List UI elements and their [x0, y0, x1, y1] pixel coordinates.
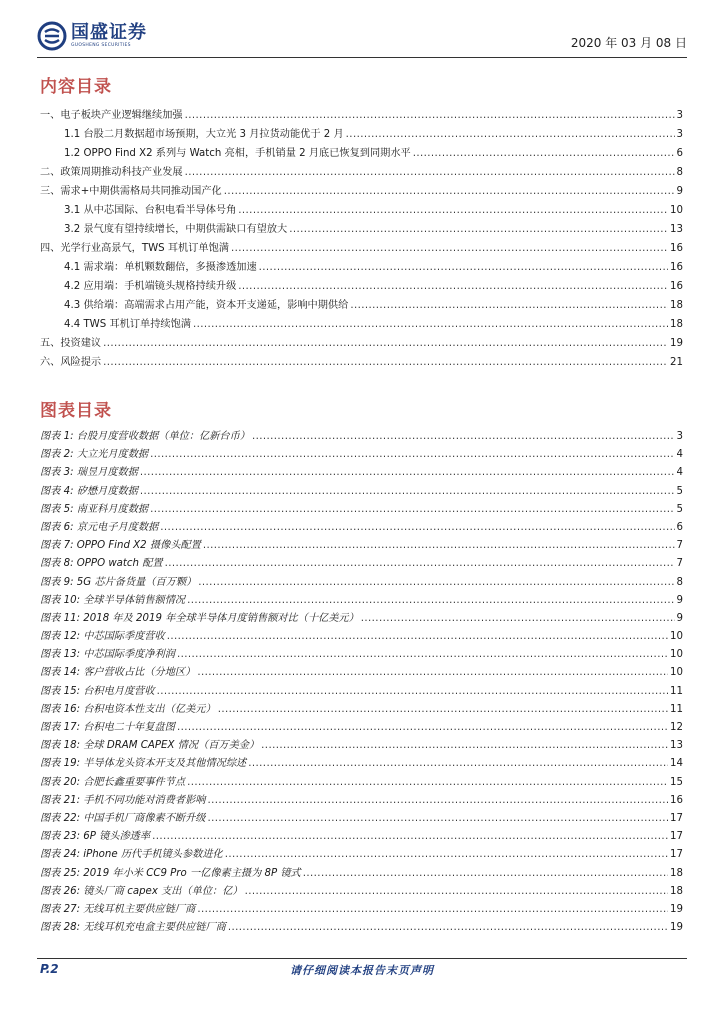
- figure-entry-text: 图表 23: 6P 镜头渗透率: [40, 831, 151, 843]
- figure-entry-text: 图表 17: 台积电二十年复盘图: [40, 722, 175, 733]
- toc-entry-page: 6: [676, 148, 683, 159]
- figure-entry-page: 5: [676, 503, 683, 515]
- toc-entry-page: 18: [670, 319, 683, 330]
- dot-leader: [238, 205, 668, 216]
- figure-entry-text: 图表 15: 台积电月度营收: [40, 685, 155, 697]
- figure-entry-page: 8: [676, 576, 683, 588]
- dot-leader: [157, 686, 668, 697]
- figure-entry-page: 12: [670, 722, 683, 733]
- toc-entry-text: 1.2 OPPO Find X2 系列与 Watch 亮相，手机销量 2 月底已恢复到同期水平: [64, 148, 411, 159]
- toc-entry[interactable]: [40, 220, 683, 239]
- dot-leader: [152, 831, 668, 842]
- footer-disclaimer: 请仔细阅读本报告末页声明: [290, 964, 434, 977]
- dot-leader: [177, 722, 668, 733]
- figure-entry[interactable]: [40, 900, 683, 918]
- figure-entry-text: 图表 4: 矽懋月度数据: [40, 485, 138, 497]
- figure-entry-text: 图表 1: 台股月度营收数据（单位：亿新台币）: [40, 431, 250, 442]
- dot-leader: [218, 704, 668, 715]
- figure-entry-text: 图表 24: iPhone 历代手机镜头参数进化: [40, 849, 223, 861]
- dot-leader: [413, 148, 675, 159]
- dot-leader: [303, 868, 668, 879]
- figure-entry[interactable]: [40, 700, 683, 718]
- toc-entry[interactable]: [40, 182, 683, 201]
- figure-entry-text: 图表 26: 镜头厂商 capex 支出（单位：亿）: [40, 885, 243, 897]
- figure-entry-text: 图表 19: 半导体龙头资本开支及其他情况综述: [40, 758, 247, 770]
- figure-entry-page: 6: [676, 521, 683, 533]
- report-date: 2020 年 03 月 08 日: [570, 36, 687, 50]
- figure-entry-page: 19: [670, 922, 683, 934]
- figure-entry[interactable]: [40, 918, 683, 936]
- dot-leader: [289, 224, 668, 235]
- figure-entry[interactable]: [40, 427, 683, 445]
- figure-entry-text: 图表 11: 2018 年及 2019 年全球半导体月度销售额对比（十亿美元）: [40, 612, 359, 624]
- toc-entry-page: 8: [676, 167, 683, 178]
- brand-logo: [37, 20, 147, 52]
- toc-entry-text: 三、需求+中期供需格局共同推动国产化: [40, 186, 222, 197]
- page-number: P.2: [40, 962, 59, 976]
- toc-entry-page: 21: [670, 357, 683, 368]
- figure-entry-page: 11: [670, 703, 683, 715]
- figure-entry-page: 3: [676, 431, 683, 442]
- figure-entry-page: 18: [670, 867, 683, 879]
- figure-entry[interactable]: [40, 554, 683, 572]
- figure-entry-text: 图表 27: 无线耳机主要供应链厂商: [40, 903, 196, 915]
- figure-entry-text: 图表 14: 客户营收占比（分地区）: [40, 667, 196, 679]
- figure-entry-page: 4: [676, 449, 683, 461]
- figure-entry[interactable]: [40, 864, 683, 882]
- figure-entry-page: 17: [670, 849, 683, 861]
- figure-entry-page: 9: [676, 612, 683, 624]
- dot-leader: [187, 595, 674, 606]
- dot-leader: [197, 904, 668, 915]
- dot-leader: [208, 813, 669, 824]
- figure-entry[interactable]: [40, 445, 683, 463]
- figure-entry[interactable]: [40, 591, 683, 609]
- toc-entry-text: 二、政策周期推动科技产业发展: [40, 167, 183, 178]
- toc-entry[interactable]: [40, 239, 683, 258]
- dot-leader: [252, 431, 675, 442]
- dot-leader: [361, 613, 675, 624]
- figure-entry-page: 17: [670, 812, 683, 824]
- brand-name: 国盛证券: [71, 22, 147, 43]
- dot-leader: [177, 649, 668, 660]
- dot-leader: [150, 504, 674, 515]
- figure-entry[interactable]: [40, 882, 683, 900]
- figure-entry-text: 图表 10: 全球半导体销售额情况: [40, 594, 186, 606]
- toc-entry-text: 一、电子板块产业逻辑继续加强: [40, 110, 183, 121]
- figure-entry-page: 9: [676, 594, 683, 606]
- toc-entry-text: 五、投资建议: [40, 338, 102, 349]
- toc-title: 内容目录: [40, 77, 112, 97]
- figure-entry-page: 7: [676, 558, 683, 570]
- figure-entry-page: 17: [670, 831, 683, 843]
- toc-entry-text: 4.4 TWS 耳机订单持续饱满: [64, 319, 191, 330]
- figure-entry[interactable]: [40, 736, 683, 754]
- toc-entry-page: 3: [676, 110, 683, 121]
- figure-entry-page: 18: [670, 885, 683, 897]
- dot-leader: [224, 186, 675, 197]
- figure-entry[interactable]: [40, 809, 683, 827]
- figure-entry-text: 图表 21: 手机不同功能对消费者影响: [40, 794, 206, 806]
- toc-entry-page: 9: [676, 186, 683, 197]
- figure-entry-page: 10: [670, 667, 683, 679]
- dot-leader: [231, 243, 668, 254]
- figure-entry-text: 图表 9: 5G 芯片备货量（百万颗）: [40, 576, 197, 588]
- dot-leader: [150, 449, 674, 460]
- figure-entry-text: 图表 2: 大立光月度数据: [40, 449, 149, 461]
- figure-entry-page: 5: [676, 485, 683, 497]
- figure-entry[interactable]: [40, 663, 683, 681]
- figure-entry-text: 图表 5: 南亚科月度数据: [40, 503, 149, 515]
- figure-entry[interactable]: [40, 627, 683, 645]
- toc-entry-text: 1.1 台股二月数据超市场预期，大立光 3 月拉货动能优于 2 月: [64, 129, 344, 140]
- toc-entry-text: 六、风险提示: [40, 357, 102, 368]
- toc-entry[interactable]: [40, 201, 683, 220]
- figure-entry-text: 图表 16: 台积电资本性支出（亿美元）: [40, 703, 216, 715]
- dot-leader: [103, 357, 668, 368]
- figure-entry[interactable]: [40, 573, 683, 591]
- figures-title: 图表目录: [40, 401, 112, 421]
- figure-entry-page: 11: [670, 685, 683, 697]
- footer-divider: [37, 958, 687, 959]
- dot-leader: [140, 486, 675, 497]
- figure-entry-text: 图表 25: 2019 年小米 CC9 Pro 一亿像素主摄为 8P 镜式: [40, 867, 301, 879]
- figure-entry-page: 10: [670, 649, 683, 661]
- figure-entry-page: 13: [670, 740, 683, 752]
- figure-entry[interactable]: [40, 645, 683, 663]
- dot-leader: [346, 129, 675, 140]
- dot-leader: [197, 667, 668, 678]
- figure-entry[interactable]: [40, 682, 683, 700]
- toc-entry-page: 16: [670, 243, 683, 254]
- toc-list: [40, 106, 683, 372]
- dot-leader: [245, 886, 668, 897]
- figure-entry[interactable]: [40, 791, 683, 809]
- figure-entry-text: 图表 13: 中芯国际季度净利润: [40, 649, 175, 661]
- dot-leader: [248, 758, 668, 769]
- toc-entry[interactable]: [40, 315, 683, 334]
- figure-entry-page: 14: [670, 758, 683, 770]
- toc-entry-text: 4.1 需求端：单机颗数翻倍，多摄渗透加速: [64, 262, 257, 273]
- figure-entry-text: 图表 8: OPPO watch 配置: [40, 558, 163, 570]
- figure-entry-page: 4: [676, 467, 683, 479]
- toc-entry[interactable]: [40, 106, 683, 125]
- figure-entry-text: 图表 12: 中芯国际季度营收: [40, 631, 165, 643]
- dot-leader: [259, 262, 668, 273]
- dot-leader: [165, 558, 675, 569]
- toc-entry-page: 10: [670, 205, 683, 216]
- toc-entry-text: 4.2 应用端：手机端镜头规格持续升级: [64, 281, 237, 292]
- toc-entry-text: 4.3 供给端：高端需求占用产能，资本开支递延，影响中期供给: [64, 300, 349, 311]
- toc-entry[interactable]: [40, 334, 683, 353]
- dot-leader: [261, 740, 668, 751]
- header-divider: [37, 57, 687, 58]
- figure-entry-text: 图表 18: 全球 DRAM CAPEX 情况（百万美金）: [40, 740, 260, 752]
- dot-leader: [160, 522, 674, 533]
- dot-leader: [350, 300, 668, 311]
- toc-entry[interactable]: [40, 144, 683, 163]
- figure-entry-text: 图表 7: OPPO Find X2 摄像头配置: [40, 540, 201, 552]
- figure-entry-page: 10: [670, 631, 683, 643]
- figure-entry[interactable]: [40, 518, 683, 536]
- toc-entry[interactable]: [40, 296, 683, 315]
- figure-entry-text: 图表 22: 中国手机厂商像素不断升级: [40, 812, 206, 824]
- dot-leader: [140, 467, 675, 478]
- toc-entry-text: 四、光学行业高景气，TWS 耳机订单饱满: [40, 243, 229, 254]
- figure-entry-text: 图表 6: 京元电子月度数据: [40, 521, 159, 533]
- dot-leader: [203, 540, 675, 551]
- figure-entry-text: 图表 28: 无线耳机充电盒主要供应链厂商: [40, 922, 226, 934]
- dot-leader: [103, 338, 668, 349]
- figure-entry[interactable]: [40, 845, 683, 863]
- figure-entry[interactable]: [40, 754, 683, 772]
- toc-entry-text: 3.2 景气度有望持续增长，中期供需缺口有望放大: [64, 224, 288, 235]
- figure-entry[interactable]: [40, 463, 683, 481]
- figure-entry-page: 7: [676, 540, 683, 552]
- brand-name-en: GUOSHENG SECURITIES: [71, 43, 131, 48]
- toc-entry-page: 19: [670, 338, 683, 349]
- figure-entry[interactable]: [40, 482, 683, 500]
- figure-entry-text: 图表 20: 合肥长鑫重要事件节点: [40, 776, 186, 788]
- figure-entry-page: 15: [670, 776, 683, 788]
- figure-entry[interactable]: [40, 500, 683, 518]
- toc-entry-page: 3: [676, 129, 683, 140]
- figure-entry[interactable]: [40, 609, 683, 627]
- dot-leader: [208, 795, 669, 806]
- dot-leader: [238, 281, 668, 292]
- toc-entry[interactable]: [40, 353, 683, 372]
- toc-entry[interactable]: [40, 258, 683, 277]
- figure-entry-text: 图表 3: 瑞昱月度数据: [40, 467, 138, 479]
- toc-entry-page: 16: [670, 262, 683, 273]
- toc-entry[interactable]: [40, 277, 683, 296]
- toc-entry[interactable]: [40, 163, 683, 182]
- dot-leader: [228, 922, 668, 933]
- figure-entry[interactable]: [40, 773, 683, 791]
- toc-entry-page: 16: [670, 281, 683, 292]
- toc-entry-page: 18: [670, 300, 683, 311]
- dot-leader: [167, 631, 668, 642]
- figure-entry-page: 16: [670, 794, 683, 806]
- toc-entry-page: 13: [670, 224, 683, 235]
- dot-leader: [185, 110, 675, 121]
- dot-leader: [225, 849, 668, 860]
- page-header: [37, 20, 687, 56]
- figure-entry-page: 19: [670, 903, 683, 915]
- dot-leader: [187, 777, 668, 788]
- figures-list: [40, 427, 683, 936]
- toc-entry[interactable]: [40, 125, 683, 144]
- figure-entry[interactable]: [40, 827, 683, 845]
- dot-leader: [198, 577, 674, 588]
- figure-entry[interactable]: [40, 718, 683, 736]
- figure-entry[interactable]: [40, 536, 683, 554]
- toc-entry-text: 3.1 从中芯国际、台积电看半导体号角: [64, 205, 237, 216]
- dot-leader: [185, 167, 675, 178]
- guosheng-logo-icon: [37, 21, 67, 51]
- dot-leader: [193, 319, 668, 330]
